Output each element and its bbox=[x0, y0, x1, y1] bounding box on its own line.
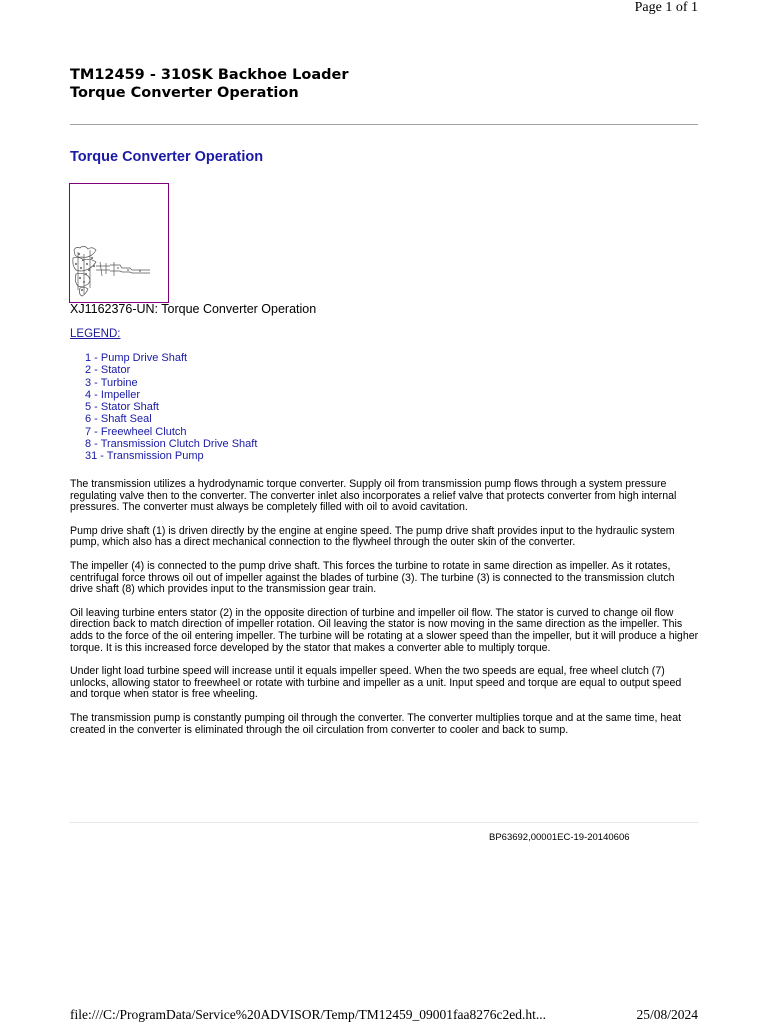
legend-list bbox=[85, 352, 257, 463]
torque-converter-figure[interactable] bbox=[69, 183, 169, 303]
paragraph: Oil leaving turbine enters stator (2) in the opposite direction of turbine and impeller oil flow. The stator is curved to change oil flow direction back to match direction of impeller rotation. Oil leaving the stator is now moving in the same direction as the impeller. This adds to the force of the oil entering impeller. The turbine will be rotating at a slower speed than the impeller, but it will produce a higher torque. It is this increased force developed by the stator that makes a converter able to multiply torque. bbox=[70, 606, 699, 654]
topic-title: Torque Converter Operation bbox=[70, 85, 299, 101]
footer-divider bbox=[70, 822, 698, 823]
torque-converter-illustration bbox=[70, 184, 168, 302]
legend-title: LEGEND: bbox=[70, 328, 121, 340]
header-divider bbox=[70, 124, 698, 125]
paragraph: The transmission utilizes a hydrodynamic torque converter. Supply oil from transmission pump flows through a system pressure regulating valve then to the converter. The converter inlet also incorporates a relief valve that protects converter from high internal pressures. The converter must always be completely filled with oil to avoid cavitation. bbox=[70, 478, 677, 514]
legend-item: 3 - Turbine bbox=[85, 376, 138, 389]
document-reference: BP63692,00001EC-19-20140606 bbox=[489, 832, 630, 843]
legend-item: 4 - Impeller bbox=[85, 388, 141, 401]
legend-item: 5 - Stator Shaft bbox=[85, 401, 159, 414]
document-header bbox=[70, 66, 348, 102]
paragraph: Pump drive shaft (1) is driven directly by the engine at engine speed. The pump drive shaft provides input to the hydraulic system pump, which also has a direct mechanical connection to the flywheel through the outer skin of the converter. bbox=[70, 524, 675, 549]
page-number: Page 1 of 1 bbox=[634, 0, 698, 15]
legend-item: 31 - Transmission Pump bbox=[85, 450, 204, 463]
legend-item: 8 - Transmission Clutch Drive Shaft bbox=[85, 438, 258, 451]
paragraph: The impeller (4) is connected to the pump drive shaft. This forces the turbine to rotate in same direction as impeller. As it rotates, centrifugal force throws oil out of impeller against the blades of turbine (3). The turbine (3) is connected to the transmission clutch drive shaft (8) which provides input to the transmission gear train. bbox=[70, 559, 675, 596]
legend-item: 2 - Stator bbox=[85, 364, 131, 377]
legend-item: 7 - Freewheel Clutch bbox=[85, 425, 187, 438]
footer-file-path: file:///C:/ProgramData/Service%20ADVISOR/Temp/TM12459_09001faa8276c2ed.ht... bbox=[70, 1007, 546, 1022]
paragraph: The transmission pump is constantly pumping oil through the converter. The converter multiplies torque and at the same time, heat created in the converter is eliminated through the oil circulation from converter to cooler and back to sump. bbox=[70, 711, 682, 736]
manual-title: TM12459 - 310SK Backhoe Loader bbox=[70, 67, 349, 83]
legend-item: 6 - Shaft Seal bbox=[85, 413, 152, 426]
footer-date: 25/08/2024 bbox=[636, 1007, 698, 1022]
paragraph: Under light load turbine speed will increase until it equals impeller speed. When the two speeds are equal, free wheel clutch (7) unlocks, allowing stator to freewheel or rotate with turbine and impeller as a unit. Input speed and torque are equal to output speed and torque when stator is free wheeling. bbox=[70, 665, 682, 701]
legend-item: 1 - Pump Drive Shaft bbox=[85, 352, 188, 364]
figure-caption: XJ1162376-UN: Torque Converter Operation bbox=[70, 302, 317, 316]
section-title: Torque Converter Operation bbox=[70, 149, 264, 165]
body-text bbox=[70, 479, 700, 748]
